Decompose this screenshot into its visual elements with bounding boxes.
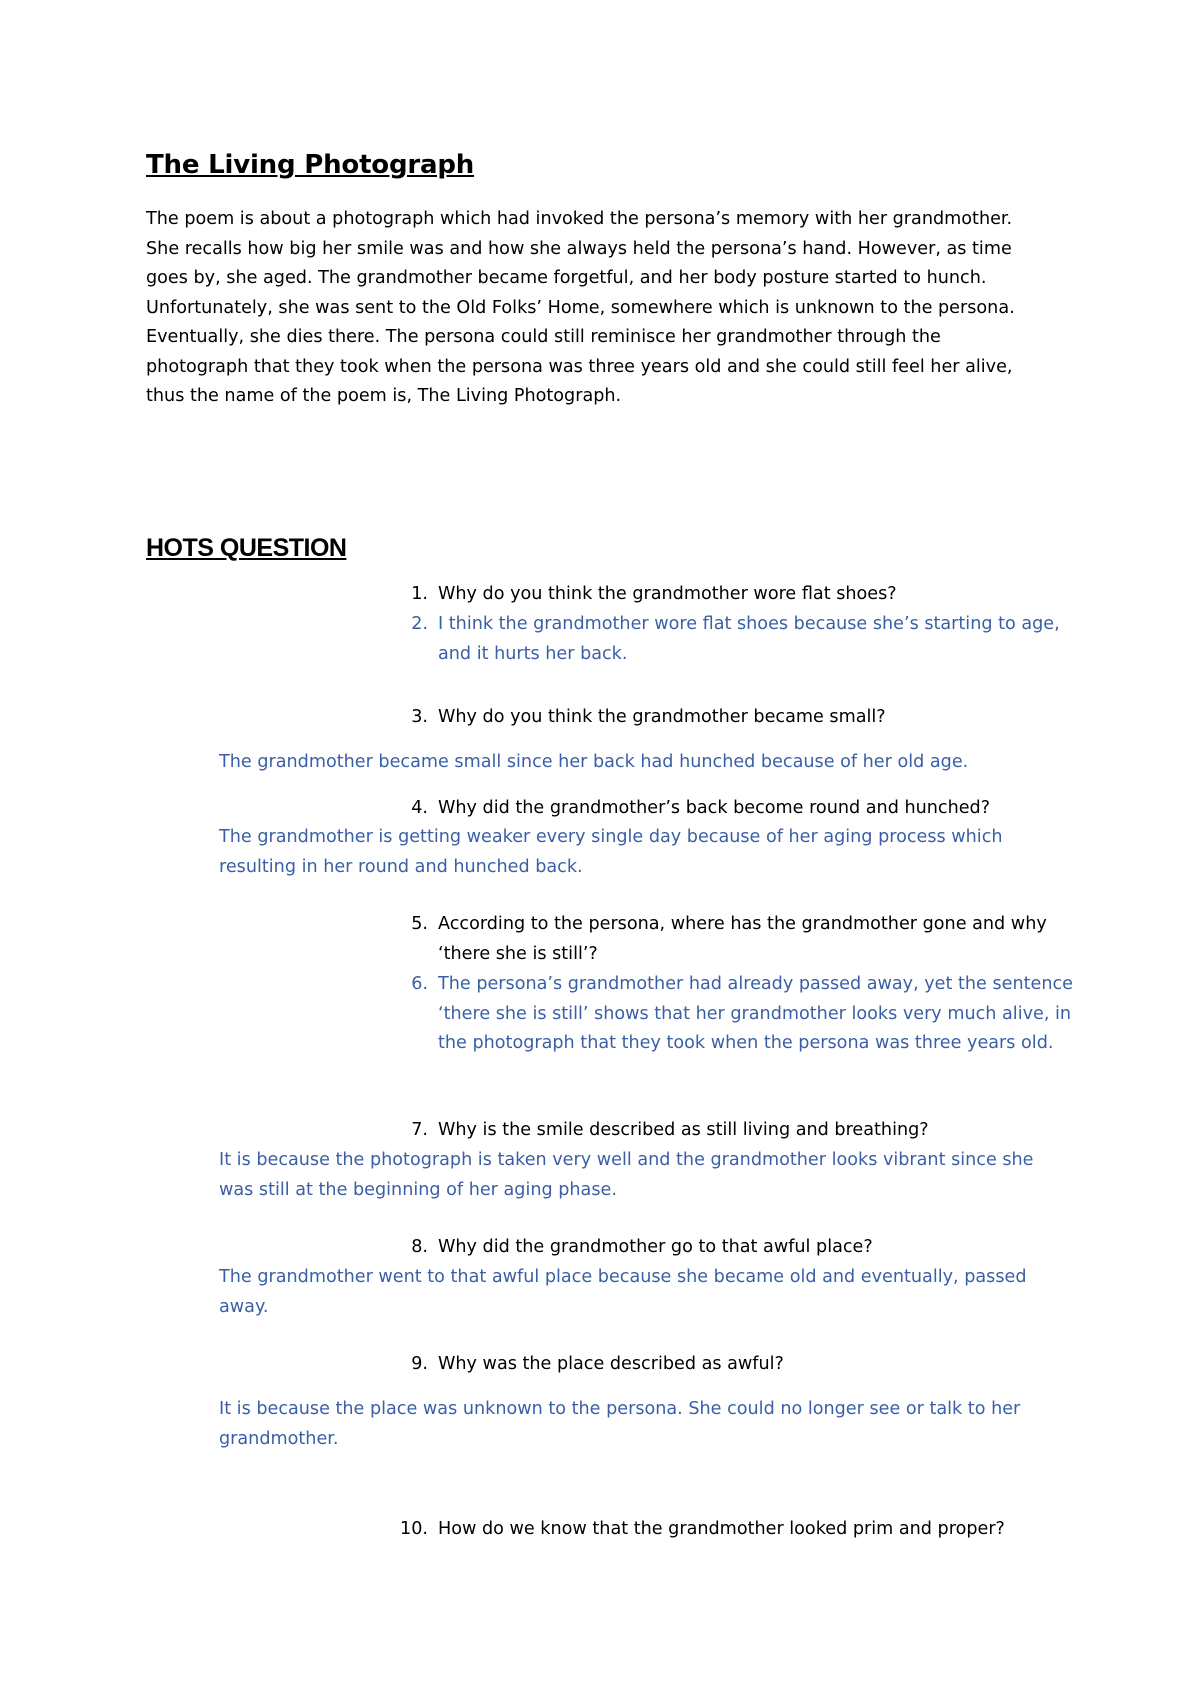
- item-number: 2.: [411, 614, 428, 634]
- question-text: According to the persona, where has the grandmother gone and why ‘there she is still’?: [438, 914, 1047, 964]
- item-number: 8.: [411, 1237, 428, 1257]
- question-text: Why did the grandmother go to that awful place?: [438, 1237, 873, 1257]
- hots-heading: HOTS QUESTION: [146, 534, 347, 562]
- item-number: 1.: [411, 584, 428, 604]
- item-number: 7.: [411, 1120, 428, 1140]
- question-text: Why do you think the grandmother wore flat shoes?: [438, 584, 897, 604]
- question-text: How do we know that the grandmother looked prim and proper?: [438, 1519, 1005, 1539]
- question-text: Why is the smile described as still living and breathing?: [438, 1120, 929, 1140]
- item-number: 5.: [411, 914, 428, 934]
- answer-paragraph: The grandmother became small since her back had hunched because of her old age.: [219, 752, 969, 772]
- item-number: 9.: [411, 1354, 428, 1374]
- answer-paragraph: It is because the place was unknown to the persona. She could no longer see or talk to her grandmother.: [219, 1399, 1021, 1449]
- question-text: Why did the grandmother’s back become round and hunched?: [438, 798, 991, 818]
- item-number: 6.: [411, 974, 428, 994]
- answer-paragraph: The grandmother is getting weaker every single day because of her aging process which resulting in her round and hunched back.: [219, 827, 1003, 877]
- answer-paragraph: The grandmother went to that awful place because she became old and eventually, passed away.: [219, 1267, 1027, 1317]
- question-text: Why do you think the grandmother became small?: [438, 707, 886, 727]
- answer-text: The persona’s grandmother had already passed away, yet the sentence ‘there she is still’ shows that her grandmother looks very much alive, in the photograph that they took when the persona was three years old.: [438, 974, 1073, 1053]
- item-number: 3.: [411, 707, 428, 727]
- item-number: 10.: [400, 1519, 428, 1539]
- question-text: Why was the place described as awful?: [438, 1354, 784, 1374]
- document-title: The Living Photograph: [146, 150, 475, 180]
- answer-text: I think the grandmother wore flat shoes because she’s starting to age, and it hurts her back.: [438, 614, 1060, 664]
- intro-paragraph: The poem is about a photograph which had invoked the persona’s memory with her grandmother. She recalls how big her smile was and how she always held the persona’s hand. However, as time goes by, she aged. The grandmother became forgetful, and her body posture started to hunch. Unfortunately, she was sent to the Old Folks’ Home, somewhere which is unknown to the persona. Eventually, she dies there. The persona could still reminisce her grandmother through the photograph that they took when the persona was three years old and she could still feel her alive, thus the name of the poem is, The Living Photograph.: [146, 209, 1015, 406]
- item-number: 4.: [411, 798, 428, 818]
- answer-paragraph: It is because the photograph is taken very well and the grandmother looks vibrant since she was still at the beginning of her aging phase.: [219, 1150, 1034, 1200]
